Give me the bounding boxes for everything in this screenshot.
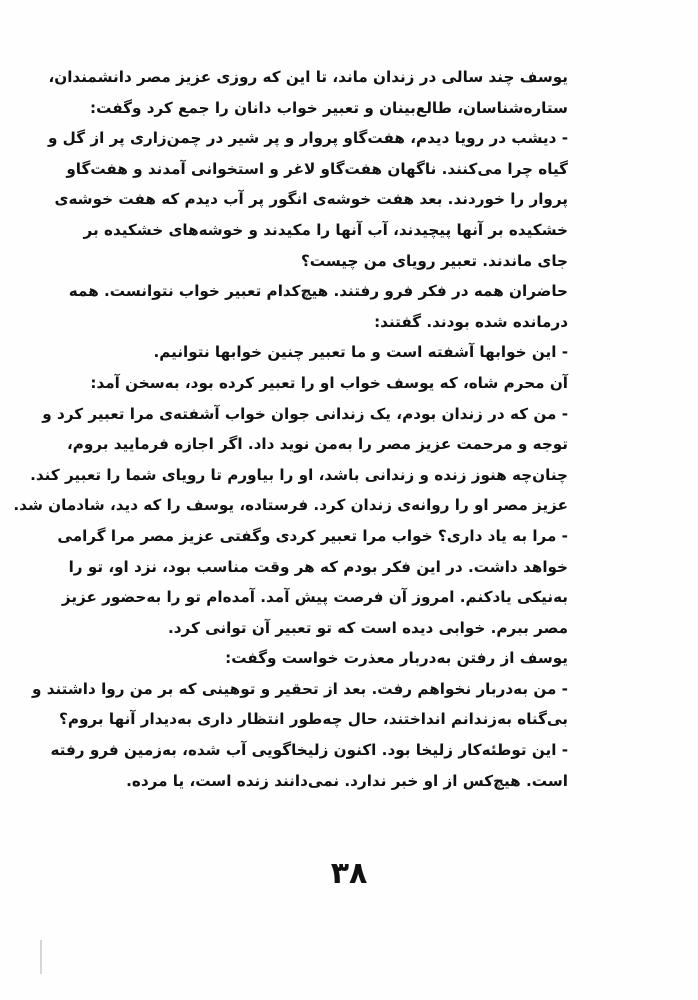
text-line: خشکیده بر آنها پیچیدند، آب آنها را مکیدند و خوشه‌های خشکیده بر — [83, 220, 568, 239]
text-line: یوسف از رفتن به‌دربار معذرت خواست وگفت: — [225, 649, 568, 668]
text-line: آن محرم شاه، که یوسف خواب او را تعبیر کرده بود، به‌سخن آمد: — [90, 373, 568, 392]
page-number: ۳۸ — [330, 856, 368, 891]
text-line: یوسف چند سالی در زندان ماند، تا این که روزی عزیز مصر دانشمندان، — [48, 68, 568, 86]
text-line: ستاره‌شناسان، طالع‌بینان و تعبیر خواب دانان را جمع کرد وگفت: — [90, 98, 568, 117]
text-line: درمانده شده بودند. گفتند: — [374, 312, 568, 331]
text-line: - من که در زندان بودم، یک زندانی جوان خواب آشفته‌ی مرا تعبیر کرد و — [42, 404, 568, 423]
body-text — [13, 62, 568, 796]
text-line: به‌نیکی یادکنم. امروز آن فرصت پیش آمد. آمده‌ام تو را به‌حضور عزیز — [61, 588, 568, 607]
text-line: است. هیچ‌کس از او خبر ندارد. نمی‌دانند زنده است، یا مرده. — [126, 771, 568, 790]
text-line: خواهد داشت. در این فکر بودم که هر وقت مناسب بود، نزد او، تو را — [68, 557, 568, 576]
scan-edge-mark — [40, 940, 42, 974]
text-line: - این خوابها آشفته است و ما تعبیر چنین خوابها نتوانیم. — [153, 343, 568, 362]
text-line: مصر ببرم. خوابی دیده است که تو تعبیر آن توانی کرد. — [167, 618, 568, 637]
text-line: گیاه چرا می‌کنند. ناگهان هفت‌گاو لاغر و استخوانی آمدند و هفت‌گاو — [66, 159, 568, 178]
text-line: حاضران همه در فکر فرو رفتند. هیچ‌کدام تعبیر خواب نتوانست. همه — [68, 282, 568, 301]
text-line: - مرا به یاد داری؟ خواب مرا تعبیر کردی وگفتی عزیز مصر مرا گرامی — [57, 526, 568, 545]
text-line: - من به‌دربار نخواهم رفت. بعد از تحقیر و توهینی که بر من روا داشتند و — [31, 679, 568, 698]
text-line: عزیز مصر او را روانه‌ی زندان کرد. فرستاده، یوسف را که دید، شادمان شد. — [13, 496, 568, 515]
text-line: چنان‌چه هنوز زنده و زندانی باشد، او را بیاورم تا رویای شما را تعبیر کند. — [30, 465, 568, 484]
text-line: - این توطئه‌کار زلیخا بود. اکنون زلیخاگویی آب شده، به‌زمین فرو رفته — [50, 741, 568, 760]
text-line: پروار را خوردند. بعد هفت خوشه‌ی انگور پر آب دیدم که هفت خوشه‌ی — [54, 190, 568, 209]
text-line: جای ماندند. تعبیر رویای من چیست؟ — [300, 251, 568, 270]
text-line: بی‌گناه به‌زندانم انداختند، حال چه‌طور انتظار داری به‌دیدار آنها بروم؟ — [59, 710, 568, 729]
text-line: - دیشب در رویا دیدم، هفت‌گاو پروار و پر شیر در چمن‌زاری پر از گل و — [47, 129, 568, 148]
text-line: توجه و مرحمت عزیز مصر را به‌من نوید داد. اگر اجازه فرمایید بروم، — [66, 435, 568, 454]
